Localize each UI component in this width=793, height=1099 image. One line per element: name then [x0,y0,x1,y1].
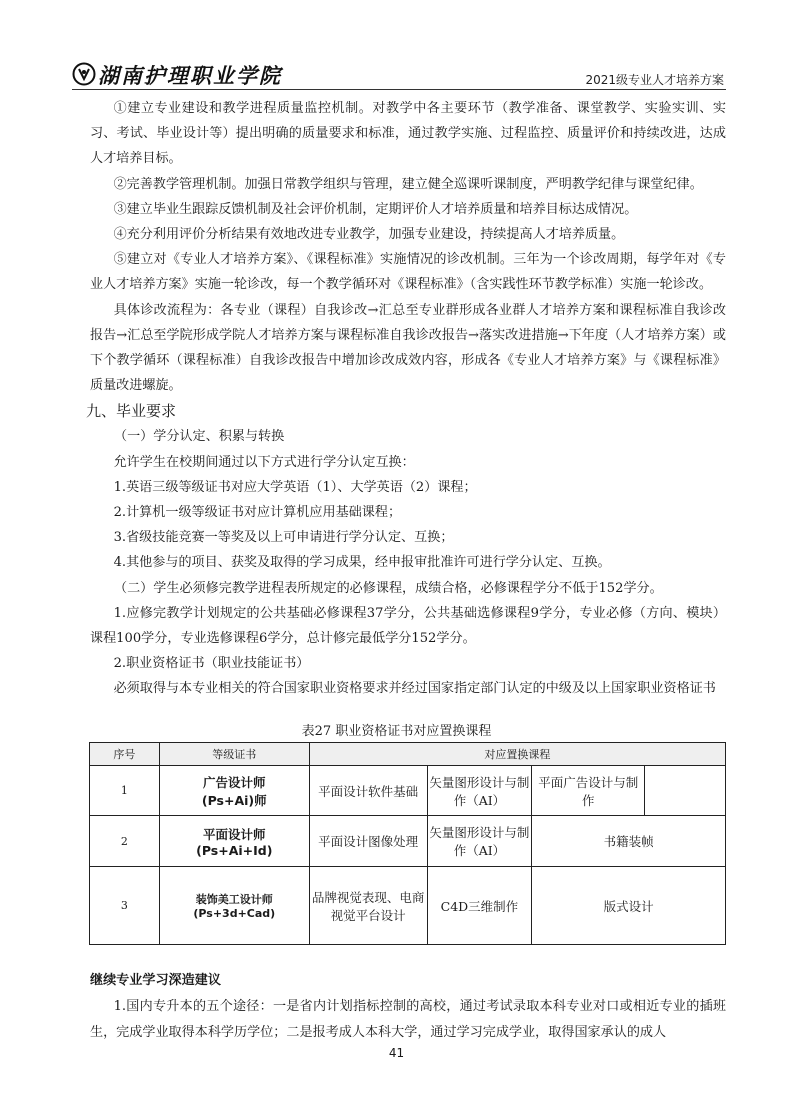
row-number: 1 [90,766,160,816]
certificate-tools: (Ps+Ai+Id) [196,842,273,858]
certificate-cell [159,816,309,867]
college-logo-text: 湖南护理职业学院 [98,63,282,88]
course-cell: 矢量图形设计与制作（AI） [427,816,532,867]
table-row [90,867,726,945]
table-caption: 表27 职业资格证书对应置换课程 [301,724,492,739]
paragraph: 1.应修完教学计划规定的公共基础必修课程37学分，公共基础选修课程9学分，专业必修（方向、模块）课程100学分，专业选修课程6学分，总计修完最低学分152学分。 [90,605,726,647]
header-divider [72,89,726,90]
section-heading: 继续专业学习深造建议 [90,973,221,988]
course-cell: 平面设计图像处理 [309,816,427,867]
paragraph: ⑤建立对《专业人才培养方案》、《课程标准》实施情况的诊改机制。三年为一个诊改周期，每学年对《专业人才培养方案》实施一轮诊改，每一个教学循环对《课程标准》（含实践性环节教学标准）实施一轮诊改。 [90,252,726,293]
course-cell: 矢量图形设计与制作（AI） [427,766,532,816]
further-study-section [90,968,726,1046]
document-title: 2021级专业人才培养方案 [585,73,724,87]
certificate-name: 平面设计师 [203,826,266,842]
certificate-cell [159,867,309,945]
page-number: 41 [388,1046,405,1060]
course-cell: C4D三维制作 [427,867,532,945]
table-header-cell: 等级证书 [159,743,309,766]
course-cell: 书籍装帧 [532,816,726,867]
table-header-cell: 序号 [90,743,160,766]
row-number: 3 [90,867,160,945]
table-row [90,766,726,816]
row-number: 2 [90,816,160,867]
certificate-tools: (Ps+Ai)师 [201,792,267,808]
subsection-heading: （二）学生必须修完教学进程表所规定的必修课程，成绩合格，必修课程学分不低于152学分。 [114,580,663,596]
paragraph: ③建立毕业生跟踪反馈机制及社会评价机制，定期评价人才培养质量和培养目标达成情况。 [113,201,638,217]
course-cell: 平面广告设计与制作 [532,766,645,816]
paragraph: 必须取得与本专业相关的符合国家职业资格要求并经过国家指定部门认定的中级及以上国家职业资格证书 [113,681,716,697]
certificate-cell [159,766,309,816]
subsection-heading: （一）学分认定、积累与转换 [114,429,285,445]
paragraph: ②完善教学管理机制。加强日常教学组织与管理，建立健全巡课听课制度，严明教学纪律与课堂纪律。 [113,176,703,192]
college-seal-icon [72,62,96,86]
table-header-cell: 对应置换课程 [309,743,725,766]
section-heading: 九、毕业要求 [86,402,177,421]
paragraph: 1.国内专升本的五个途径：一是省内计划指标控制的高校，通过考试录取本科专业对口或相近专业的插班生，完成学业取得本科学历学位；二是报考成人本科大学，通过学习完成学业，取得国家承认的成人 [90,999,726,1040]
list-item: 2.计算机一级等级证书对应计算机应用基础课程； [113,505,402,521]
empty-cell [645,766,726,816]
certificate-name: 广告设计师 [203,774,266,790]
certificate-name: 装饰美工设计师 [195,893,273,906]
list-item: 1.英语三级等级证书对应大学英语（1）、大学英语（2）课程； [113,479,477,495]
page-body [86,96,726,702]
page-header [72,58,726,98]
list-item: 4.其他参与的项目、获奖及取得的学习成果，经申报审批准许可进行学分认定、互换。 [113,555,611,571]
paragraph: 具体诊改流程为：各专业（课程）自我诊改→汇总至专业群形成各业群人才培养方案和课程标准自我诊改报告→汇总至学院形成学院人才培养方案与课程标准自我诊改报告→落实改进措施→下年度（人才培养方案）或下个教学循环（课程标准）自我诊改报告中增加诊改成效内容，形成各《专业人才培养方案》与《课程标准》质量改进螺旋。 [90,302,726,394]
certificate-tools: (Ps+3d+Cad) [193,907,276,920]
table-row [90,816,726,867]
course-cell: 平面设计软件基础 [309,766,427,816]
paragraph: 2.职业资格证书（职业技能证书） [113,656,310,672]
table-header-row [90,743,726,766]
paragraph: ①建立专业建设和教学进程质量监控机制。对教学中各主要环节（教学准备、课堂教学、实验实训、实习、考试、毕业设计等）提出明确的质量要求和标准，通过教学实施、过程监控、质量评价和持续改进，达成人才培养目标。 [90,101,726,167]
certificate-table [89,742,726,945]
course-cell: 版式设计 [532,867,726,945]
paragraph: ④充分利用评价分析结果有效地改进专业教学，加强专业建设，持续提高人才培养质量。 [113,227,625,243]
list-item: 3.省级技能竞赛一等奖及以上可申请进行学分认定、互换； [113,530,454,546]
paragraph: 允许学生在校期间通过以下方式进行学分认定互换： [113,454,415,470]
course-cell: 品牌视觉表现、电商视觉平台设计 [309,867,427,945]
